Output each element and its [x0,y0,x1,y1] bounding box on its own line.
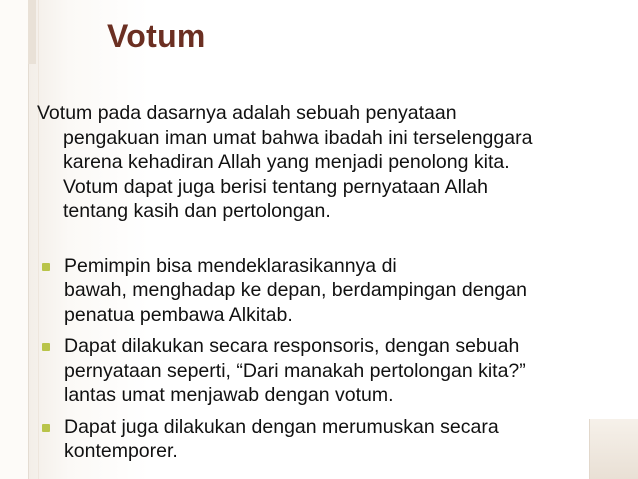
intro-line: karena kehadiran Allah yang menjadi penolong kita. [63,151,510,173]
slide-title: Votum [107,18,206,54]
intro-line: pengakuan iman umat bahwa ibadah ini terselenggara [63,126,533,149]
intro-line: Votum dapat juga berisi tentang pernyataan Allah [63,175,488,198]
bullet-line: lantas umat menjawab dengan votum. [64,384,394,406]
bullet-line: Dapat juga dilakukan dengan merumuskan secara [64,415,499,438]
intro-line: tentang kasih dan pertolongan. [63,200,331,222]
list-item [0,415,600,464]
bullet-line: Pemimpin bisa mendeklarasikannya di [64,254,397,277]
title-accent [28,0,36,64]
bullet-line: Dapat dilakukan secara responsoris, dengan sebuah [64,335,520,357]
slide-body [0,101,600,464]
bullet-line: bawah, menghadap ke depan, berdampingan dengan [64,279,527,301]
spacer [0,224,600,254]
bullet-line: kontemporer. [64,440,178,462]
bullet-line: penatua pembawa Alkitab. [64,303,293,326]
square-bullet-icon [42,424,50,432]
list-item [0,254,600,328]
intro-line: Votum pada dasarnya adalah sebuah penyataan [37,102,457,124]
intro-paragraph [37,101,600,224]
square-bullet-icon [42,263,50,271]
square-bullet-icon [42,343,50,351]
bullet-list [0,254,600,464]
list-item [0,334,600,408]
bullet-line: pernyataan seperti, “Dari manakah pertolongan kita?” [64,359,526,382]
